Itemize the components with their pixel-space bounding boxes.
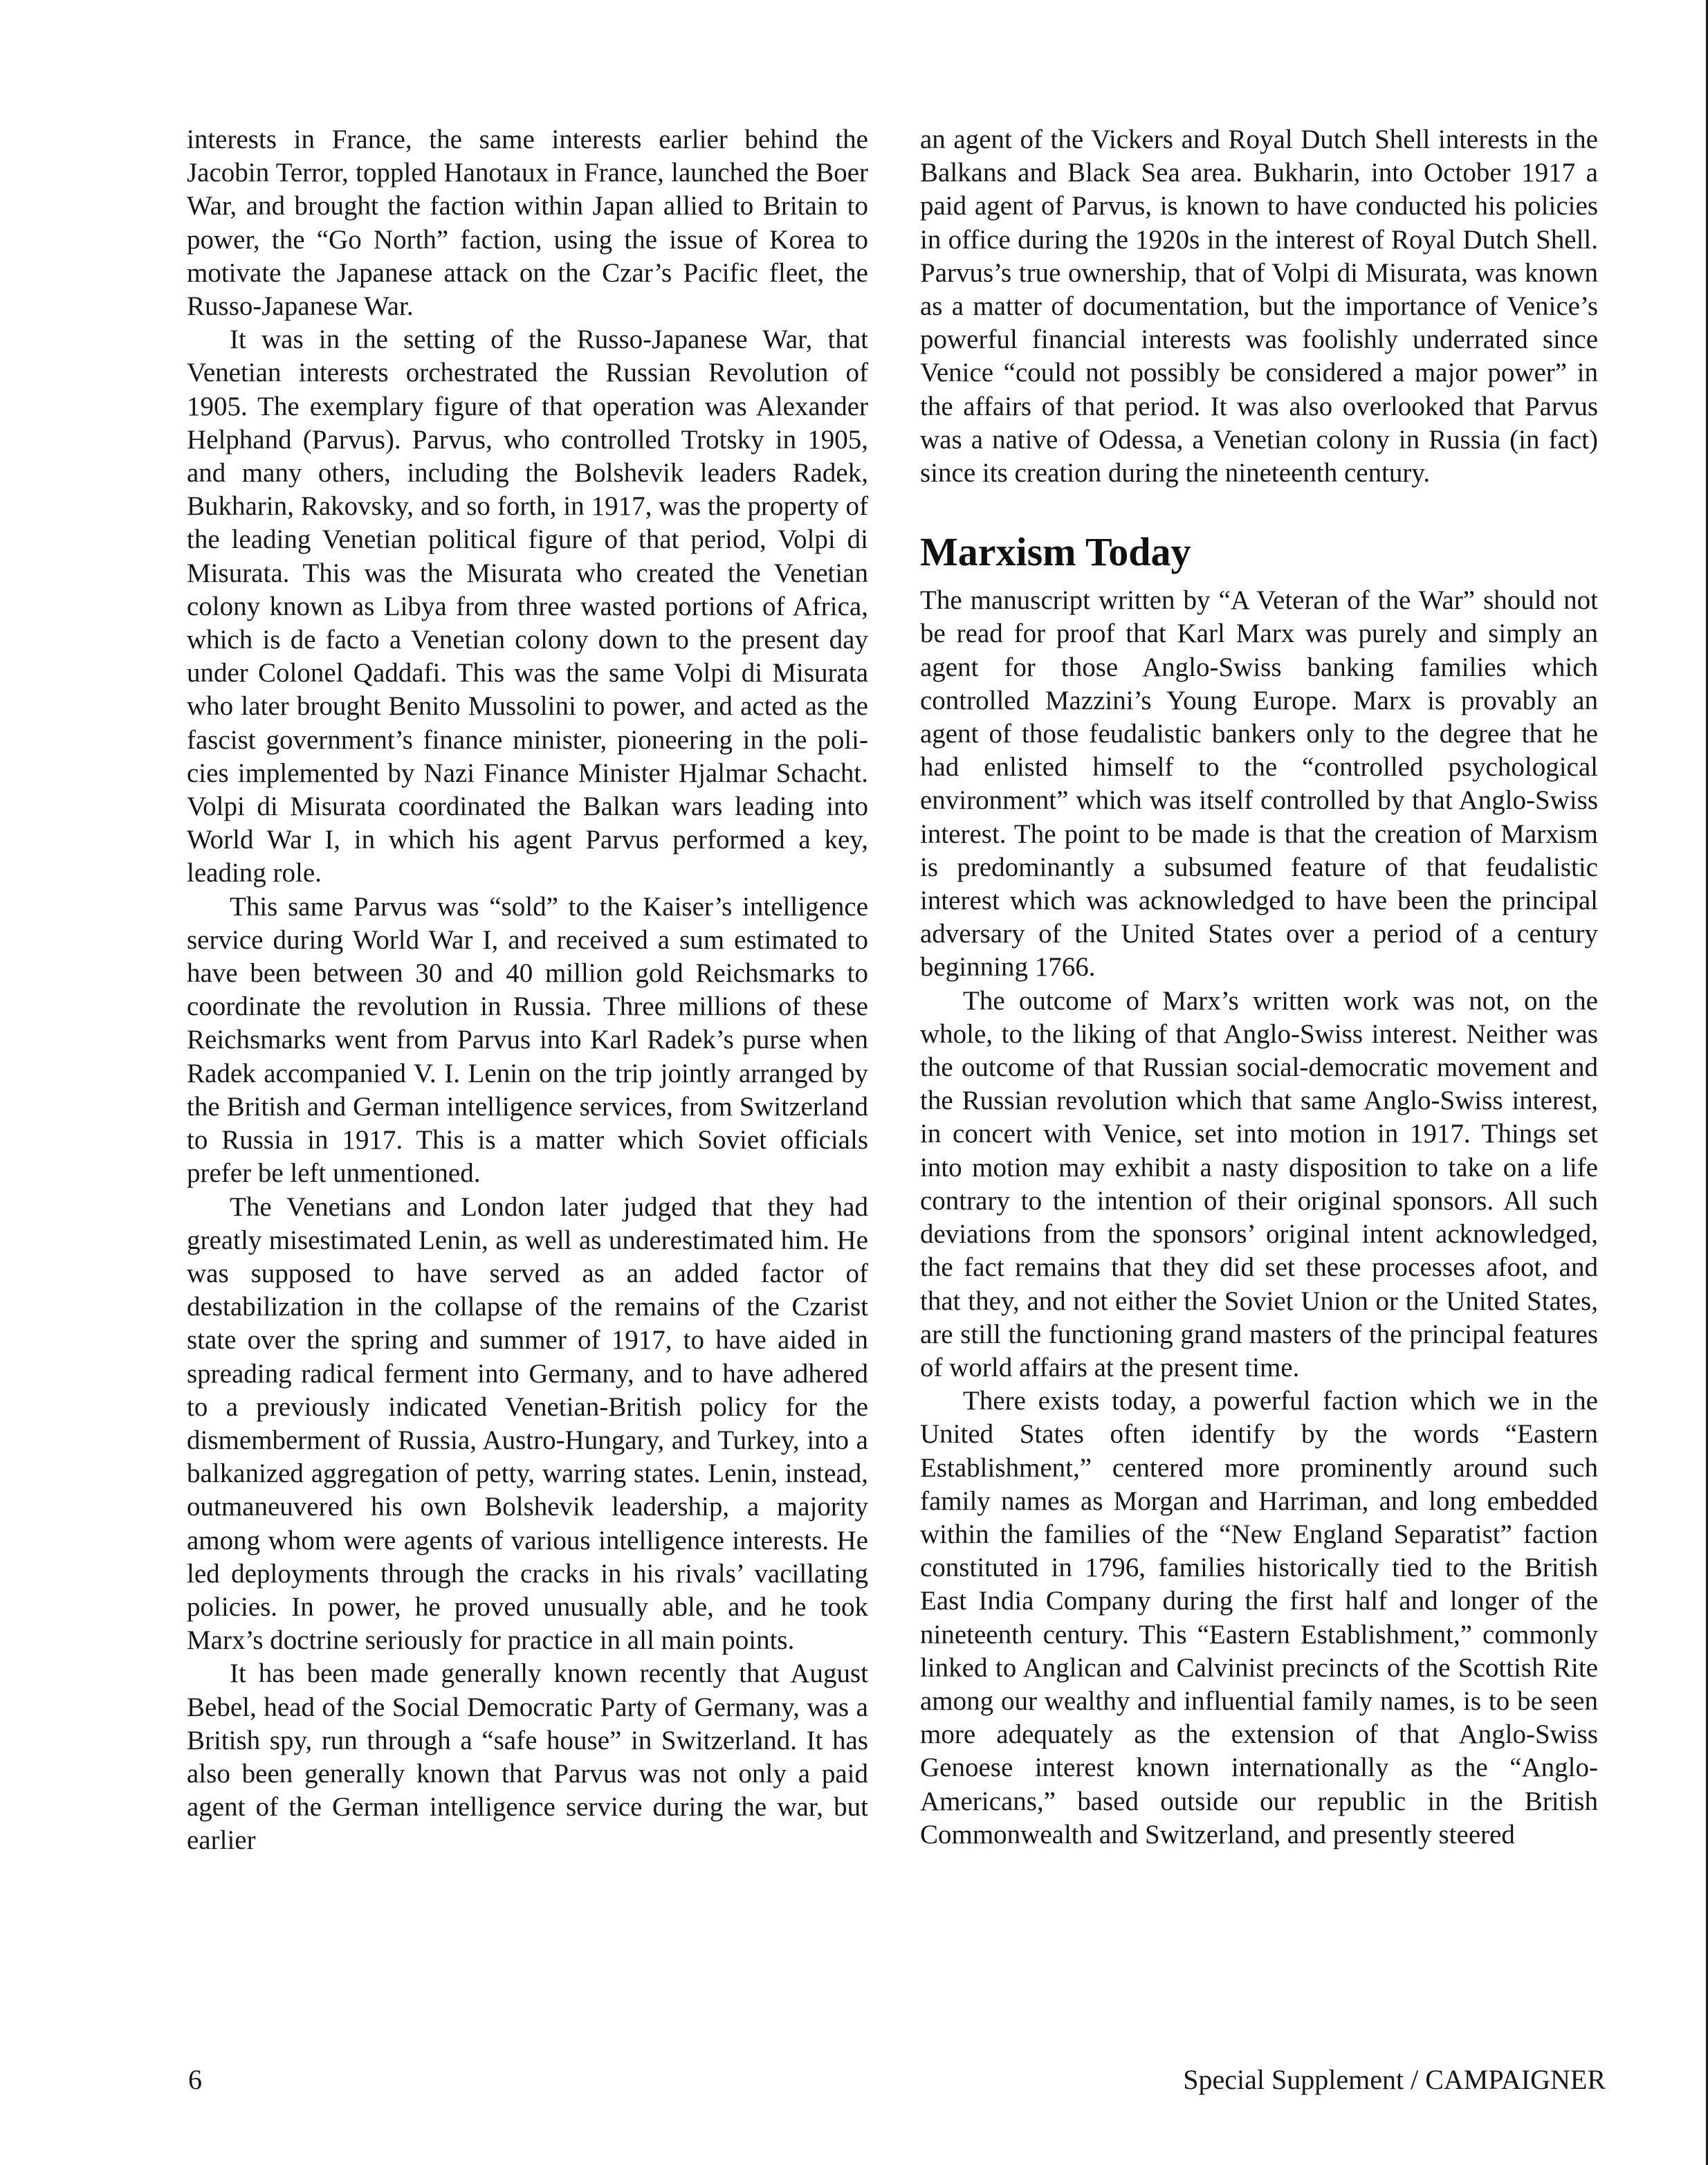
left-text-column — [187, 123, 868, 1858]
body-paragraph: This same Parvus was “sold” to the Kaiser’s intelligence service during World War I, and received a sum estimated to have been between 30 and 40 million gold Reichsmarks to coordinate the revolution in Russia. Three millions of these Reichsmarks went from Parvus into Karl Radek’s purse when Radek accompanied V. I. Lenin on the trip jointly arranged by the British and German intelligence services, from Switzerland to Russia in 1917. This is a matter which Soviet officials prefer be left unmentioned. — [187, 891, 868, 1189]
body-paragraph: The manuscript written by “A Veteran of the War” should not be read for proof that Karl Marx was purely and simply an agent for those Anglo-Swiss banking families which controlled Mazzini’s Young Europe. Marx is provably an agent of those feudalistic bankers only to the degree that he had enlisted himself to the “controlled psychological environment” which was itself controlled by that Anglo-Swiss interest. The point to be made is that the creation of Marxism is predominantly a subsumed feature of that feudalistic interest which was acknowledged to have been the principal adversary of the United States over a period of a century beginning 1766. — [920, 585, 1598, 983]
page-number: 6 — [188, 2064, 202, 2095]
right-text-column — [920, 123, 1598, 1852]
body-paragraph: an agent of the Vickers and Royal Dutch Shell interests in the Balkans and Black Sea area. Bukharin, into October 1917 a paid agent of Parvus, is known to have conducted his policies in office during the 1920s in the interest of Royal Dutch Shell. Parvus’s true ownership, that of Volpi di Misurata, was known as a matter of documentation, but the importance of Venice’s powerful financial interests was foolishly underrated since Venice “could not possibly be considered a major power” in the affairs of that period. It was also overlooked that Parvus was a native of Odessa, a Venetian colony in Russia (in fact) since its creation during the nineteenth century. — [920, 125, 1598, 488]
section-heading: Marxism Today — [920, 529, 1191, 575]
running-footer-title: Special Supplement / CAMPAIGNER — [1183, 2064, 1606, 2095]
body-paragraph: interests in France, the same interests earlier behind the Jacobin Terror, toppled Hanotaux in France, launched the Boer War, and brought the faction within Japan allied to Britain to power, the “Go North” faction, using the issue of Korea to motivate the Japanese attack on the Czar’s Pacific fleet, the Russo-Japanese War. — [187, 125, 868, 322]
body-paragraph: It has been made generally known recently that August Bebel, head of the Social Democratic Party of Germany, was a British spy, run through a “safe house” in Switzerland. It has also been generally known that Parvus was not only a paid agent of the German intelligence service during the war, but earlier — [187, 1659, 868, 1856]
body-paragraph: The outcome of Marx’s written work was not, on the whole, to the liking of that Anglo-Swiss interest. Neither was the outcome of that Russian social-democratic movement and the Russian revolution which that same Anglo-Swiss interest, in concert with Venice, set into motion in 1917. Things set into motion may exhibit a nasty disposition to take on a life contrary to the intention of their original sponsors. All such deviations from the sponsors’ original intent acknowledged, the fact remains that they did set these processes afoot, and that they, and not either the Soviet Union or the United States, are still the functioning grand masters of the principal features of world affairs at the present time. — [920, 985, 1598, 1382]
body-paragraph: The Venetians and London later judged that they had greatly misestimated Lenin, as well as underestimated him. He was supposed to have served as an added factor of destabilization in the collapse of the remains of the Czarist state over the spring and summer of 1917, to have aided in spreading radical ferment into Germany, and to have adhered to a previously indicated Venetian-British policy for the dismemberment of Russia, Austro-Hungary, and Turkey, into a balkanized aggregation of petty, warring states. Lenin, instead, outmaneuvered his own Bolshevik leadership, a majority among whom were agents of various intelligence interests. He led deployments through the cracks in his rivals’ vacillating policies. In power, he proved unusually able, and he took Marx’s doctrine seriously for practice in all main points. — [187, 1191, 868, 1656]
body-paragraph: There exists today, a powerful faction which we in the United States often identify by the words “Eastern Establishment,” centered more prominently around such family names as Morgan and Harriman, and long embedded within the families of the “New England Separatist” faction constituted in 1796, families historically tied to the British East India Company during the first half and longer of the nineteenth century. This “Eastern Establishment,” commonly linked to Anglican and Calvinist precincts of the Scottish Rite among our wealthy and influential family names, is to be seen more adequately as the extension of that Anglo-Swiss Genoese interest known internationally as the “Anglo-Americans,” based outside our republic in the British Commonwealth and Switzerland, and presently steered — [920, 1386, 1598, 1849]
body-paragraph: It was in the setting of the Russo-Japanese War, that Venetian interests orchestrated the Russian Revolution of 1905. The exemplary figure of that operation was Alexander Helphand (Parvus). Parvus, who controlled Trotsky in 1905, and many others, including the Bolshevik leaders Radek, Bukharin, Rakovsky, and so forth, in 1917, was the property of the leading Venetian political figure of that period, Volpi di Misurata. This was the Misurata who created the Venetian colony known as Libya from three wasted portions of Africa, which is de facto a Venetian colony down to the present day under Colonel Qaddafi. This was the same Volpi di Misurata who later brought Benito Mussolini to power, and acted as the fascist government’s finance minister, pioneering in the policies implemented by Nazi Finance Minister Hjalmar Schacht. Volpi di Misurata coordinated the Balkan wars leading into World War I, in which his agent Parvus performed a key, leading role. — [187, 325, 868, 888]
